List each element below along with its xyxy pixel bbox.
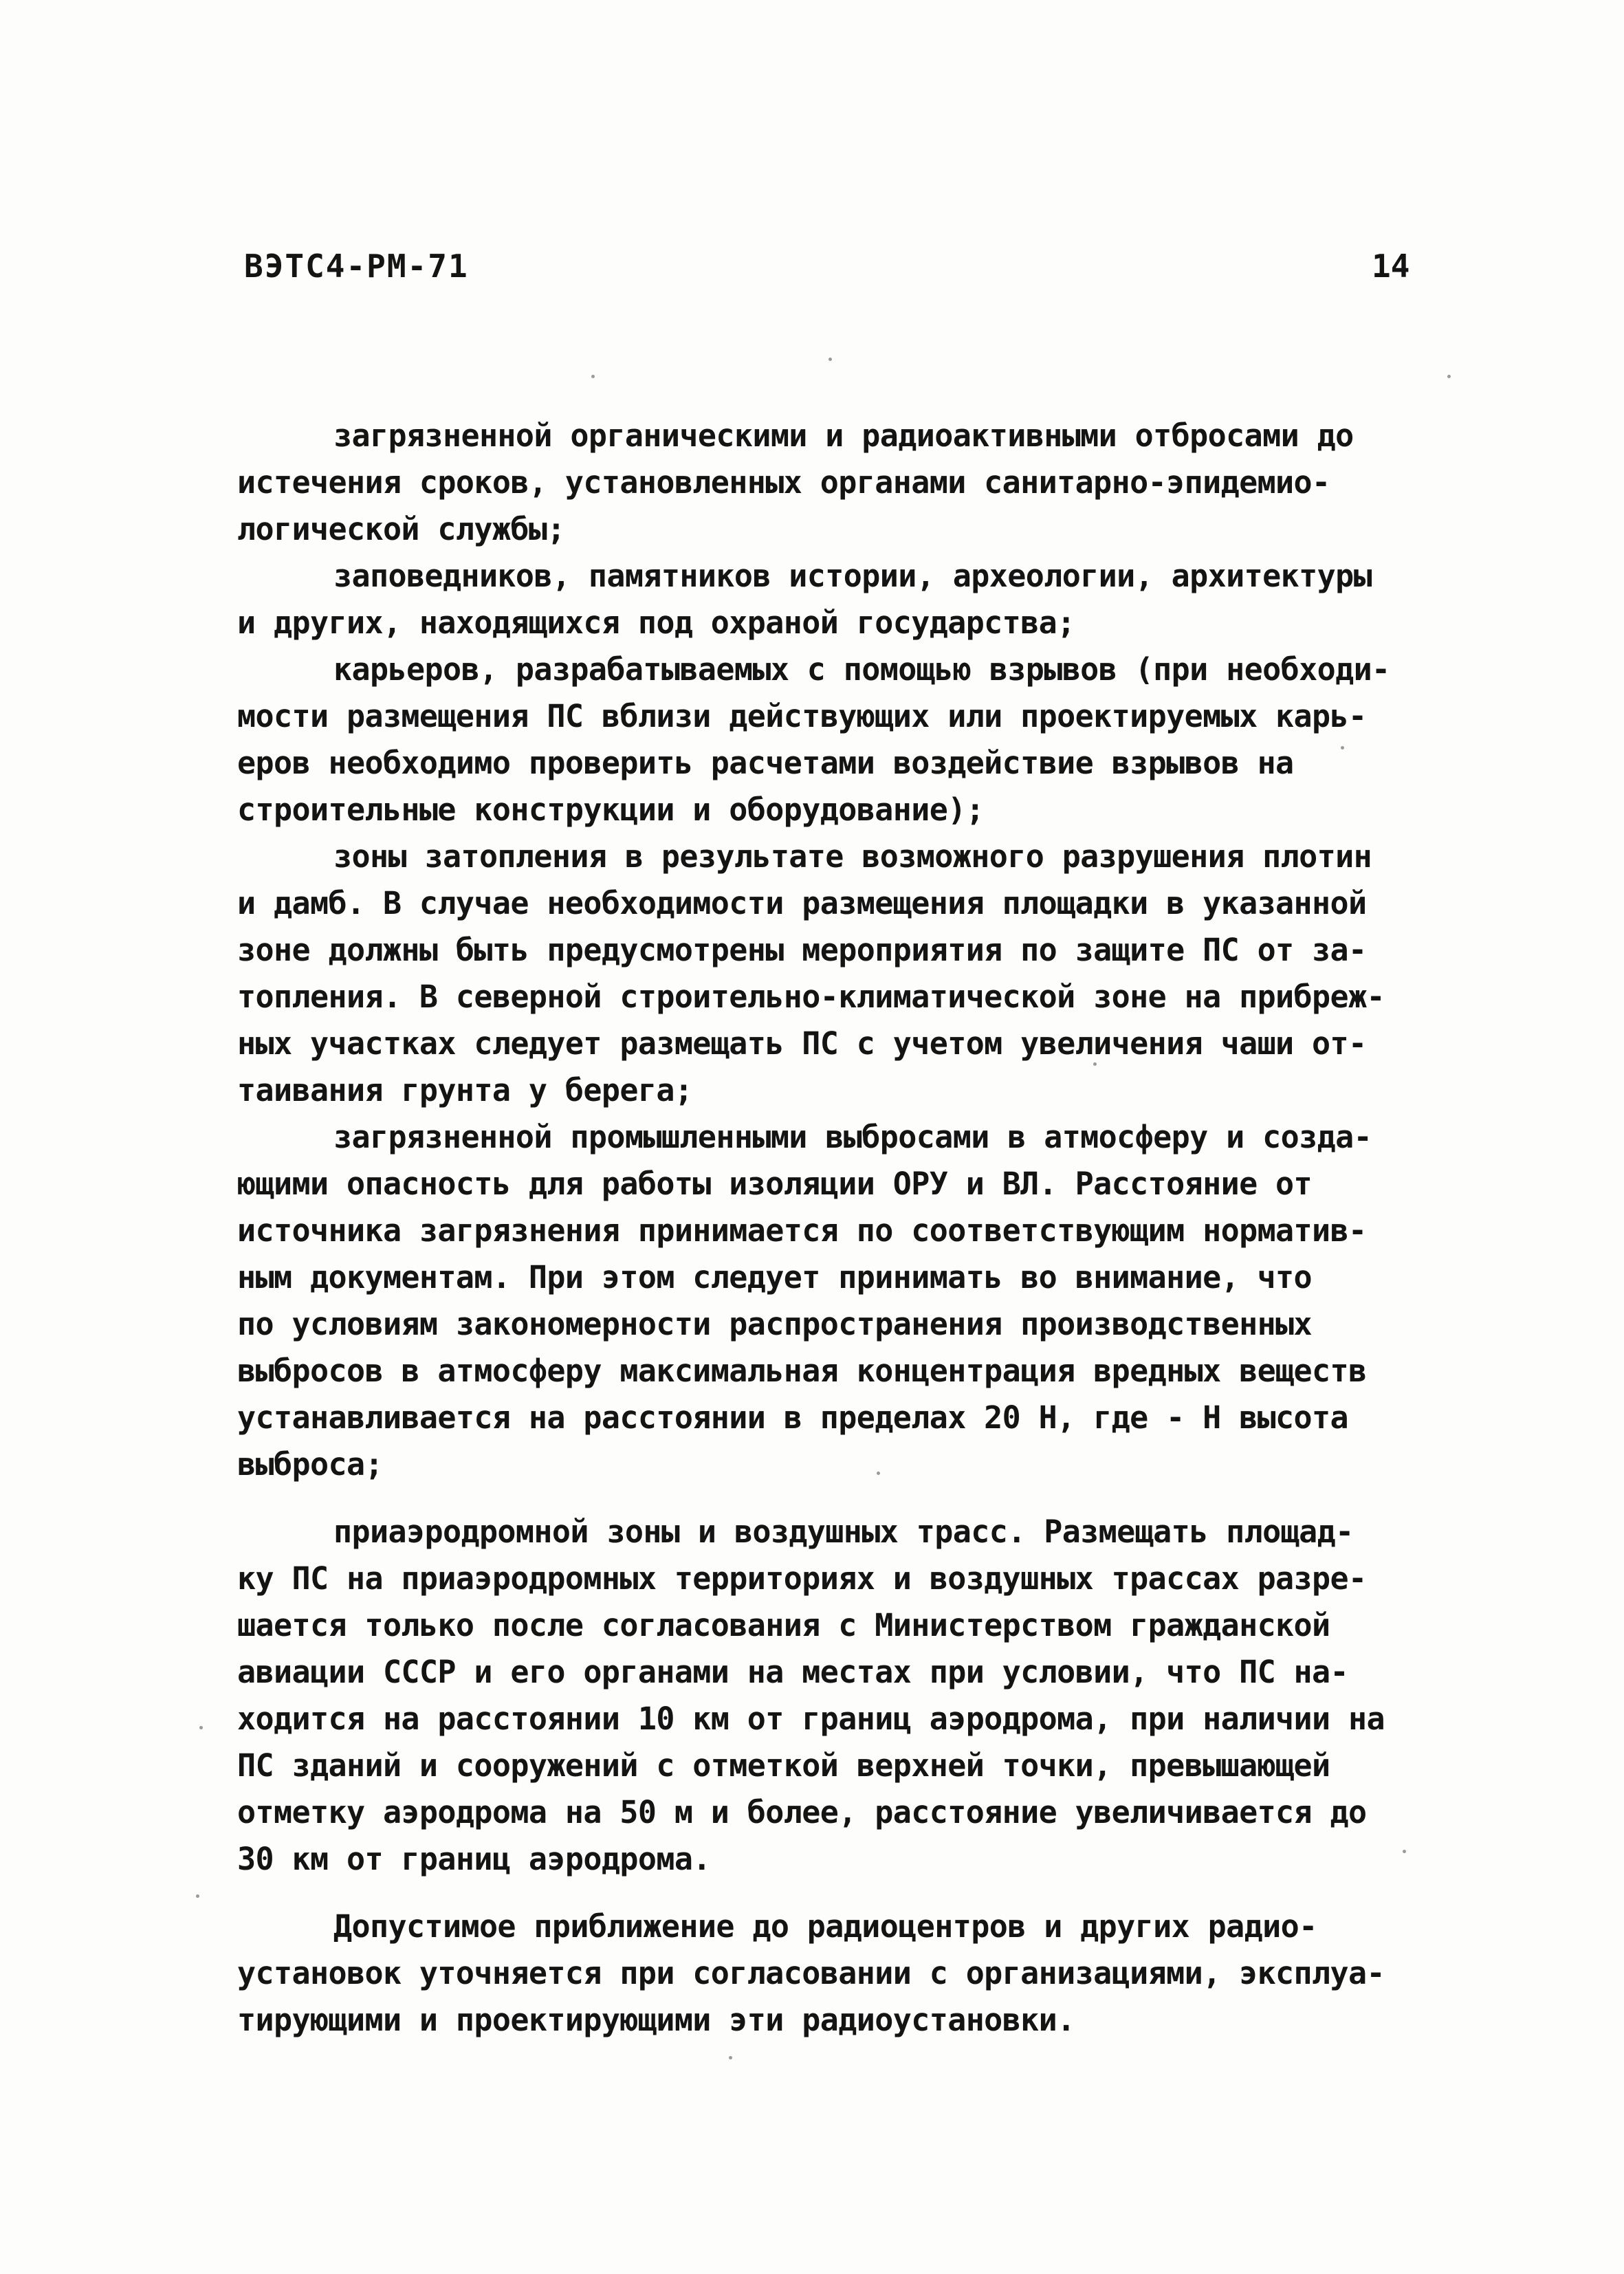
scan-speck	[196, 1894, 199, 1898]
text-line: ходится на расстоянии 10 км от границ аэродрома, при наличии на	[237, 1701, 1385, 1737]
text-line: 30 км от границ аэродрома.	[237, 1841, 711, 1877]
text-line: приаэродромной зоны и воздушных трасс. Размещать площад-	[333, 1513, 1354, 1550]
scan-speck	[729, 2056, 732, 2059]
text-line: загрязненной органическими и радиоактивными отбросами до	[333, 417, 1354, 454]
text-line: строительные конструкции и оборудование);	[237, 791, 985, 828]
scan-speck	[877, 1472, 880, 1475]
paragraph-6	[237, 1509, 1406, 1883]
page-number: 14	[1372, 248, 1410, 285]
text-line: ных участках следует размещать ПС с учетом увеличения чаши от-	[237, 1025, 1367, 1062]
text-line: источника загрязнения принимается по соответствующим норматив-	[237, 1212, 1367, 1249]
text-line: мости размещения ПС вблизи действующих или проектируемых карь-	[237, 698, 1367, 734]
scan-speck	[1403, 1850, 1406, 1853]
text-line: зоне должны быть предусмотрены мероприятия по защите ПС от за-	[237, 932, 1367, 968]
paragraph-2	[237, 553, 1406, 646]
text-line: устанавливается на расстоянии в пределах 20 Н, где - Н высота	[237, 1399, 1349, 1436]
text-line: таивания грунта у берега;	[237, 1072, 693, 1108]
text-line: ПС зданий и сооружений с отметкой верхней точки, превышающей	[237, 1747, 1330, 1784]
text-line: ку ПС на приаэродромных территориях и воздушных трассах разре-	[237, 1560, 1367, 1597]
text-line: заповедников, памятников истории, археологии, архитектуры	[333, 558, 1372, 594]
text-line: истечения сроков, установленных органами санитарно-эпидемио-	[237, 464, 1330, 501]
text-line: ющими опасность для работы изоляции ОРУ и ВЛ. Расстояние от	[237, 1166, 1313, 1202]
document-code: ВЭТС4-РМ-71	[244, 248, 469, 285]
paragraph-spacer	[237, 1883, 1406, 1903]
text-line: ным документам. При этом следует принимать во внимание, что	[237, 1259, 1313, 1295]
text-line: логической службы;	[237, 511, 565, 547]
text-line: загрязненной промышленными выбросами в атмосферу и созда-	[333, 1119, 1372, 1155]
text-line: авиации СССР и его органами на местах при условии, что ПС на-	[237, 1654, 1349, 1690]
text-line: топления. В северной строительно-климатической зоне на прибреж-	[237, 979, 1385, 1015]
scan-speck	[1447, 375, 1451, 378]
scan-speck	[829, 358, 832, 361]
text-line: и других, находящихся под охраной государства;	[237, 604, 1075, 641]
text-line: выбросов в атмосферу максимальная концентрация вредных веществ	[237, 1353, 1367, 1389]
text-line: тирующими и проектирующими эти радиоустановки.	[237, 2002, 1075, 2038]
paragraph-1	[237, 413, 1406, 553]
paragraph-4	[237, 833, 1406, 1114]
scan-speck	[591, 375, 595, 378]
document-body	[237, 413, 1406, 2044]
text-line: шается только после согласования с Министерством гражданской	[237, 1607, 1330, 1643]
text-line: карьеров, разрабатываемых с помощью взрывов (при необходи-	[333, 651, 1390, 688]
text-line: установок уточняется при согласовании с организациями, эксплуа-	[237, 1955, 1385, 1991]
text-line: отметку аэродрома на 50 м и более, расстояние увеличивается до	[237, 1794, 1367, 1830]
text-line: еров необходимо проверить расчетами воздействие взрывов на	[237, 745, 1294, 781]
text-line: Допустимое приближение до радиоцентров и других радио-	[333, 1908, 1317, 1945]
paragraph-5	[237, 1114, 1406, 1488]
text-line: зоны затопления в результате возможного разрушения плотин	[333, 838, 1372, 875]
paragraph-3	[237, 646, 1406, 833]
text-line: по условиям закономерности распространения производственных	[237, 1306, 1313, 1342]
paragraph-7	[237, 1903, 1406, 2044]
text-line: выброса;	[237, 1446, 383, 1483]
scan-speck	[1341, 746, 1344, 750]
scan-speck	[199, 1726, 203, 1729]
scan-speck	[1093, 1062, 1097, 1066]
paragraph-spacer	[237, 1488, 1406, 1509]
text-line: и дамб. В случае необходимости размещения площадки в указанной	[237, 885, 1367, 921]
